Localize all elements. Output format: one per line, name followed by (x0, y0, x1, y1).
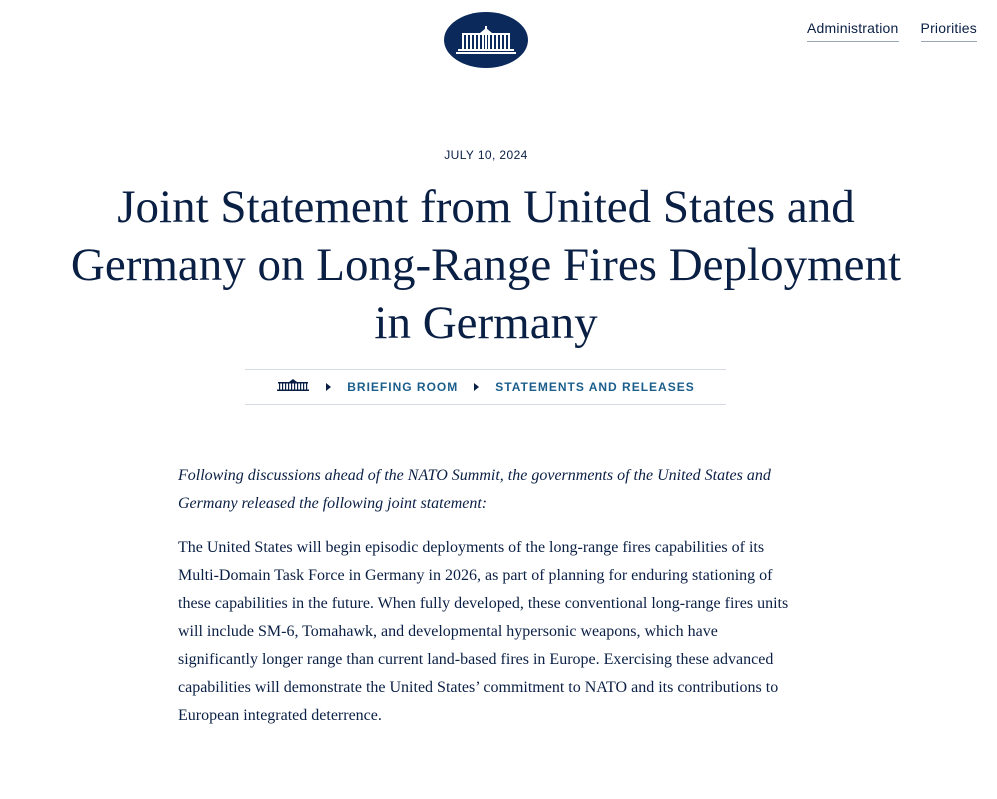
intro-paragraph: Following discussions ahead of the NATO Summit, the governments of the United States and Germany released the following joint statement: (178, 467, 771, 512)
breadcrumb (245, 369, 726, 405)
breadcrumb-briefing-room[interactable]: BRIEFING ROOM (347, 380, 459, 394)
body-paragraph: The United States will begin episodic deployments of the long-range fires capabilities of its Multi-Domain Task Force in Germany in 2026, as part of planning for enduring stationing of these capabilities in the future. When fully developed, these conventional long-range fires units will include SM-6, Tomahawk, and developmental hypersonic weapons, which have significantly longer range than current land-based fires in Europe. Exercising these advanced capabilities will demonstrate the United States’ commitment to NATO and its contributions to European integrated deterrence. (178, 539, 789, 724)
top-nav (807, 20, 977, 42)
nav-priorities[interactable]: Priorities (921, 20, 977, 42)
chevron-right-icon (326, 383, 331, 391)
nav-administration[interactable]: Administration (807, 20, 899, 42)
chevron-right-icon (474, 383, 479, 391)
article-date: JULY 10, 2024 (444, 148, 528, 162)
breadcrumb-home-icon[interactable] (276, 378, 310, 397)
article-body (178, 462, 793, 746)
white-house-logo[interactable] (444, 12, 528, 68)
page-title: Joint Statement from United States and Germany on Long-Range Fires Deployment in Germany (70, 181, 902, 349)
white-house-icon (454, 25, 518, 55)
breadcrumb-statements-and-releases[interactable]: STATEMENTS AND RELEASES (495, 380, 695, 394)
